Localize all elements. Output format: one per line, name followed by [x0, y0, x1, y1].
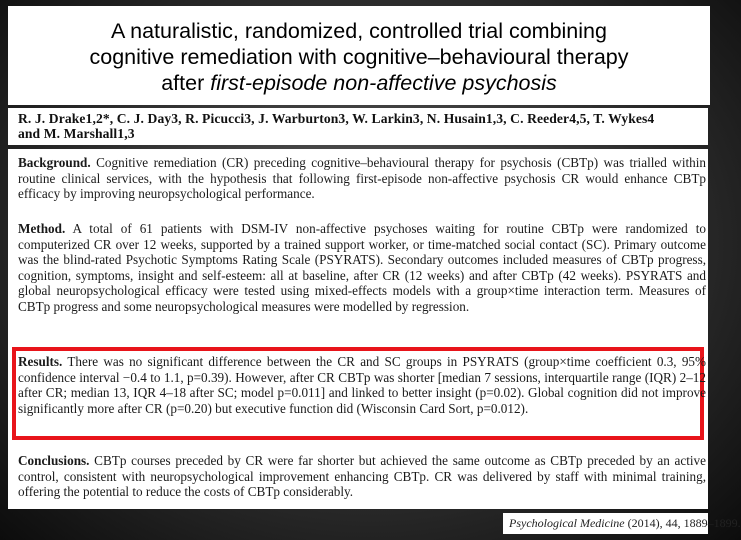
- author-list: [18, 111, 708, 141]
- results-paragraph: [18, 354, 706, 416]
- citation: [509, 516, 741, 531]
- citation-panel: [503, 513, 741, 534]
- method-text: A total of 61 patients with DSM-IV non-affective psychoses waiting for routine CBTp were randomized to computerized CR over 12 weeks, supported by a trained support worker, or time-matched social contact (SC). Primary outcome was the blind-rated Psychotic Symptoms Rating Scale (PSYRATS). Secondary outcomes included measures of CBTp progress, cognition, symptoms, insight and self-esteem: all at baseline, after CR (12 weeks) and after CBTp (42 weeks). PSYRATS and global neuropsychological efficacy were tested using mixed-effects models with a group×time interaction term. Measures of CBTp progress and some neuropsychological measures were modelled by regression.: [18, 221, 706, 314]
- title-line-3-italic: first-episode non-affective psychosis: [210, 71, 557, 95]
- title-line-3: [8, 70, 710, 96]
- abstract-panel: [8, 149, 708, 509]
- author-line-2: and M. Marshall1,3: [18, 126, 135, 141]
- conclusions-text: CBTp courses preceded by CR were far shorter but achieved the same outcome as CBTp preceded by an active control, consistent with neuropsychological improvement enhancing CBTp. CR was delivered by staff with minimal training, offering the potential to reduce the costs of CBTp considerably.: [18, 453, 706, 500]
- title-line-3-prefix: after: [161, 71, 211, 95]
- author-line-1: R. J. Drake1,2*, C. J. Day3, R. Picucci3, J. Warburton3, W. Larkin3, N. Husain1,3, C. Reeder4,5, T. Wykes4: [18, 111, 655, 126]
- method-label: Method.: [18, 221, 66, 236]
- background-paragraph: [18, 155, 706, 202]
- results-label: Results.: [18, 354, 63, 369]
- conclusions-paragraph: [18, 453, 706, 500]
- slide-title: [8, 18, 710, 96]
- title-line-2: cognitive remediation with cognitive–behavioural therapy: [89, 45, 629, 69]
- title-panel: [8, 6, 710, 105]
- title-line-1: A naturalistic, randomized, controlled trial combining: [111, 19, 607, 43]
- conclusions-label: Conclusions.: [18, 453, 90, 468]
- results-text: There was no significant difference between the CR and SC groups in PSYRATS (group×time coefficient 0.3, 95% confidence interval −0.4 to 1.1, p=0.39). However, after CR CBTp was shorter [median 7 sessions, interquartile range (IQR) 2–12 after CR; median 13, IQR 4–18 after SC; model p=0.011] and linked to better insight (p=0.02). Global cognition did not improve significantly more after CR (p=0.20) but executive function did (Wisconsin Card Sort, p=0.012).: [18, 354, 707, 416]
- background-text: Cognitive remediation (CR) preceding cognitive–behavioural therapy for psychosis (CBTp) was trialled within routine clinical services, with the hypothesis that following first-episode non-affective psychosis CR would enhance CBTp efficacy by improving neuropsychological performance.: [18, 155, 706, 202]
- background-label: Background.: [18, 155, 91, 170]
- authors-panel: [8, 108, 708, 145]
- citation-details: (2014), 44, 1889–1899.: [624, 516, 741, 530]
- method-paragraph: [18, 221, 706, 315]
- citation-journal: Psychological Medicine: [509, 516, 625, 530]
